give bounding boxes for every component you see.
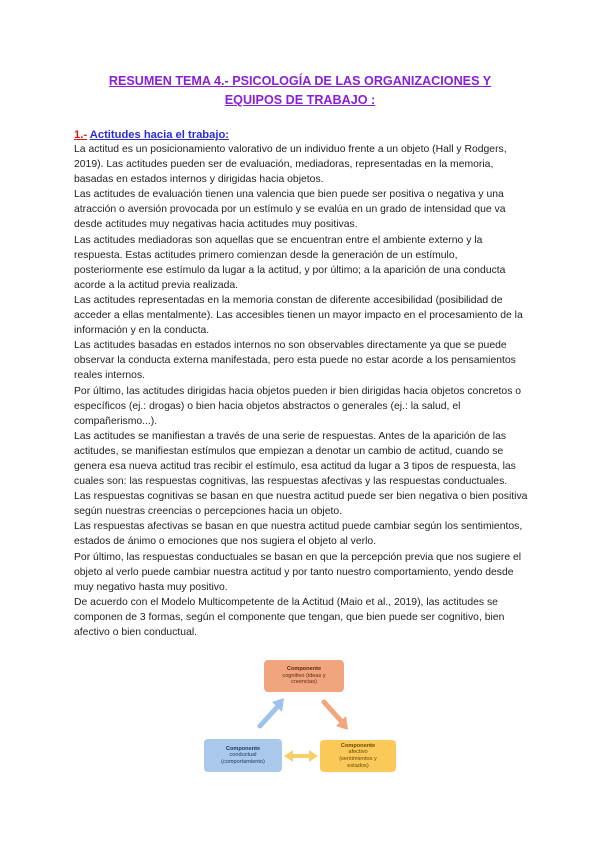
paragraph: Las actitudes de evaluación tienen una valencia que bien puede ser positiva o negativa y una atracción o aversión provocada por un estímulo y se evalúa en un grado de intensidad que va desde actitudes muy negativas hacia actitudes muy positivas. — [74, 189, 506, 231]
paragraph: Las actitudes se manifiestan a través de una serie de respuestas. Antes de la aparición de las actitudes, se manifiestan estímulos que empiezan a denotar un cambio de actitud, cuando se genera esa nueva actitud tras recibir el estímulo, esa actitud da lugar a 3 tipos de respuesta, las cuales son: las respuestas cognitivas, las respuestas afectivas y las respuestas conductuales. — [74, 430, 516, 488]
behavioral-line-3: (comportamiento) — [221, 758, 265, 765]
section-number: 1.- — [74, 129, 88, 141]
behavioral-line-2: conductual — [229, 752, 257, 759]
affective-line-3: (sentimientos y — [339, 756, 377, 762]
attitude-components-diagram — [196, 656, 396, 780]
paragraph: De acuerdo con el Modelo Multicompetente de la Actitud (Maio et al., 2019), las actitudes se componen de 3 formas, según el componente que tengan, que bien puede ser cognitivo, bien afectivo o bien conductual. — [74, 596, 505, 638]
cognitive-component-box — [264, 660, 344, 692]
page-title — [60, 72, 540, 110]
behavioral-title: Componente — [225, 745, 261, 752]
paragraph: Las actitudes representadas en la memoria constan de diferente accesibilidad (posibilidad de acceder a ellas mentalmente). Las accesibles tienen un mayor impacto en el procesamiento de la información y en la conducta. — [74, 294, 523, 337]
behavioral-component-box — [204, 739, 282, 772]
title-line-2: EQUIPOS DE TRABAJO : — [224, 93, 376, 107]
affective-component-box — [320, 740, 396, 772]
body-text — [74, 142, 529, 640]
paragraph: Por último, las actitudes dirigidas hacia objetos pueden ir bien dirigidas hacia objetos concretos o específicos (ej.: drogas) o bien hacia objetos abstractos o generales (ej.: la salud, el compañerismo...). — [74, 385, 522, 427]
cognitive-line-2: cognitivo (ideas y — [282, 672, 326, 679]
double-arrow-horizontal-icon — [284, 748, 318, 764]
paragraph: La actitud es un posicionamiento valorativo de un individuo frente a un objeto (Hall y Rodgers, 2019). Las actitudes pueden ser de evaluación, mediadoras, representadas en la memoria, basadas en estados internos y dirigidas hacia objetos. — [74, 144, 507, 186]
paragraph: Las respuestas cognitivas se basan en que nuestra actitud puede ser bien negativa o bien positiva según nuestras creencias o percepciones hacia un objeto. — [74, 491, 528, 518]
affective-line-2: afectivo — [348, 749, 368, 756]
paragraph: Las respuestas afectivas se basan en que nuestra actitud puede cambiar según los sentimientos, estados de ánimo o emociones que nos sugiera el objeto al verlo. — [74, 521, 523, 548]
paragraph: Por último, las respuestas conductuales se basan en que la percepción previa que nos sugiere el objeto al verlo puede cambiar nuestra actitud y por tanto nuestro comportamiento, yendo desde muy negativo hasta muy positivo. — [74, 551, 522, 593]
section-heading-text: Actitudes hacia el trabajo: — [89, 129, 230, 141]
paragraph: Las actitudes mediadoras son aquellas que se encuentran entre el ambiente externo y la respuesta. Estas actitudes primero comienzan desde la generación de un estímulo, posteriormente ese estímulo da lugar a la actitud, y por último; a la aparición de una conducta acorde a la actitud previa realizada. — [74, 234, 506, 291]
affective-title: Componente — [340, 742, 376, 749]
cognitive-title: Componente — [286, 666, 322, 673]
title-line-1: RESUMEN TEMA 4.- PSICOLOGÍA DE LAS ORGANIZACIONES Y — [108, 74, 492, 88]
arrow-down-right-icon — [318, 696, 352, 732]
affective-line-4: estados) — [347, 762, 369, 769]
cognitive-line-3: creencias) — [291, 679, 317, 686]
paragraph: Las actitudes basadas en estados internos no son observables directamente ya que se puede observar la conducta externa manifestada, pero esta puede no estar acorde a los pensamientos reales internos. — [74, 340, 516, 382]
arrow-up-left-icon — [254, 696, 288, 730]
section-heading — [74, 128, 229, 142]
